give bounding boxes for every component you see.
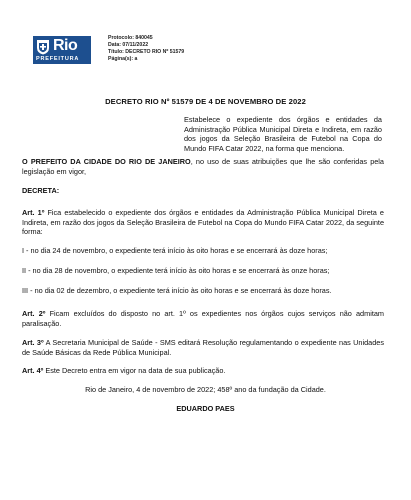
article-3 xyxy=(22,338,384,357)
logo-subtitle: PREFEITURA xyxy=(36,56,80,62)
item-iii: III - no dia 02 de dezembro, o expediente terá início às oito horas e se encerrará às doze horas. xyxy=(22,286,332,295)
item-ii: II - no dia 28 de novembro, o expediente terá início às oito horas e se encerrará às onze horas; xyxy=(22,266,330,275)
article-3-label: Art. 3º xyxy=(22,338,44,347)
article-2-label: Art. 2º xyxy=(22,309,46,318)
logo-wordmark: Rio xyxy=(53,37,78,54)
meta-titulo: Título: DECRETO RIO Nº 51579 xyxy=(108,49,185,55)
article-2 xyxy=(22,309,384,328)
closing-line: Rio de Janeiro, 4 de novembro de 2022; 458º ano da fundação da Cidade. xyxy=(85,385,326,394)
article-3-text: A Secretaria Municipal de Saúde - SMS editará Resolução regulamentando o expediente nas Unidades de Saúde Básicas da Rede Pública Municipal. xyxy=(22,338,384,357)
prefeitura-rio-logo xyxy=(33,36,91,64)
preamble xyxy=(22,157,384,176)
meta-data: Data: 07/11/2022 xyxy=(108,42,149,48)
meta-protocolo: Protocolo: 840045 xyxy=(108,35,153,41)
article-1-text: Fica estabelecido o expediente dos órgãos e entidades da Administração Pública Municipal Direta e Indireta, em razão dos jogos da Seleção Brasileira de Futebol na Copa do Mundo FIFA Catar 2022, da seguinte forma: xyxy=(22,208,384,237)
article-4-text: Este Decreto entra em vigor na data de sua publicação. xyxy=(43,366,226,375)
decree-title: DECRETO RIO Nº 51579 DE 4 DE NOVEMBRO DE 2022 xyxy=(105,97,306,106)
article-2-text: Ficam excluídos do disposto no art. 1º os expedientes nos órgãos cujos serviços não admitam paralisação. xyxy=(22,309,384,328)
city-crest-icon xyxy=(36,39,50,55)
article-4 xyxy=(22,366,384,376)
decreta-heading: DECRETA: xyxy=(22,186,60,195)
meta-paginas: Página(s): a xyxy=(108,56,138,62)
signature: EDUARDO PAES xyxy=(176,404,235,413)
preamble-text: , no uso de suas atribuições que lhe são conferidas pela legislação em vigor, xyxy=(22,157,384,176)
decree-ementa: Estabelece o expediente dos órgãos e entidades da Administração Pública Municipal Direta e Indireta, em razão dos jogos da Seleção Brasileira de Futebol na Copa do Mundo FIFA Catar 2022, na forma que menciona. xyxy=(184,115,382,153)
document-metadata xyxy=(108,35,184,63)
article-1-label: Art. 1º xyxy=(22,208,45,217)
item-i: I - no dia 24 de novembro, o expediente terá início às oito horas e se encerrará às doze horas; xyxy=(22,246,328,255)
preamble-authority: O PREFEITO DA CIDADE DO RIO DE JANEIRO xyxy=(22,157,191,166)
article-1 xyxy=(22,208,384,237)
article-4-label: Art. 4º xyxy=(22,366,44,375)
